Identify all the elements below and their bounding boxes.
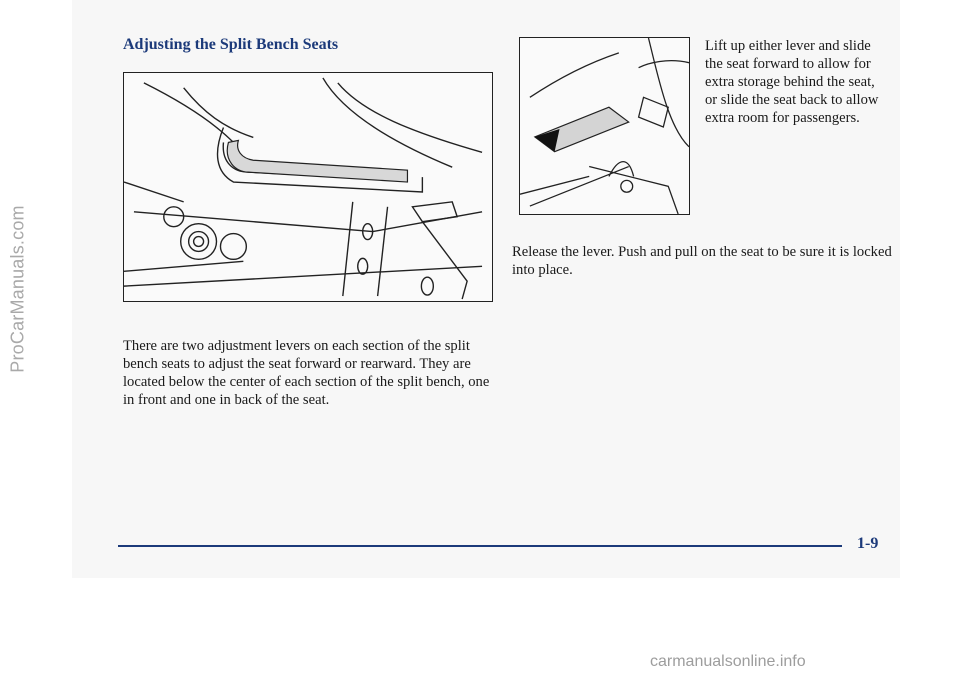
- side-watermark-text: ProCarManuals.com: [7, 205, 28, 373]
- instruction-release-lever: Release the lever. Push and pull on the seat to be sure it is locked into place.: [512, 244, 892, 278]
- section-title: Adjusting the Split Bench Seats: [123, 36, 339, 53]
- footer-rule: [118, 545, 842, 547]
- page-number: 1-9: [857, 535, 879, 552]
- side-watermark: [0, 0, 36, 578]
- seat-lever-illustration: [123, 72, 493, 302]
- lever-lift-illustration: [519, 37, 690, 215]
- instruction-lift-lever: Lift up either lever and slide the seat forward to allow for extra storage behind the seat, or slide the seat back to allow extra room for passengers.: [705, 38, 879, 126]
- bottom-watermark: carmanualsonline.info: [650, 653, 806, 670]
- lever-description: There are two adjustment levers on each section of the split bench seats to adjust the seat forward or rearward. They are located below the center of each section of the split bench, one in front and one in back of the seat.: [123, 338, 490, 408]
